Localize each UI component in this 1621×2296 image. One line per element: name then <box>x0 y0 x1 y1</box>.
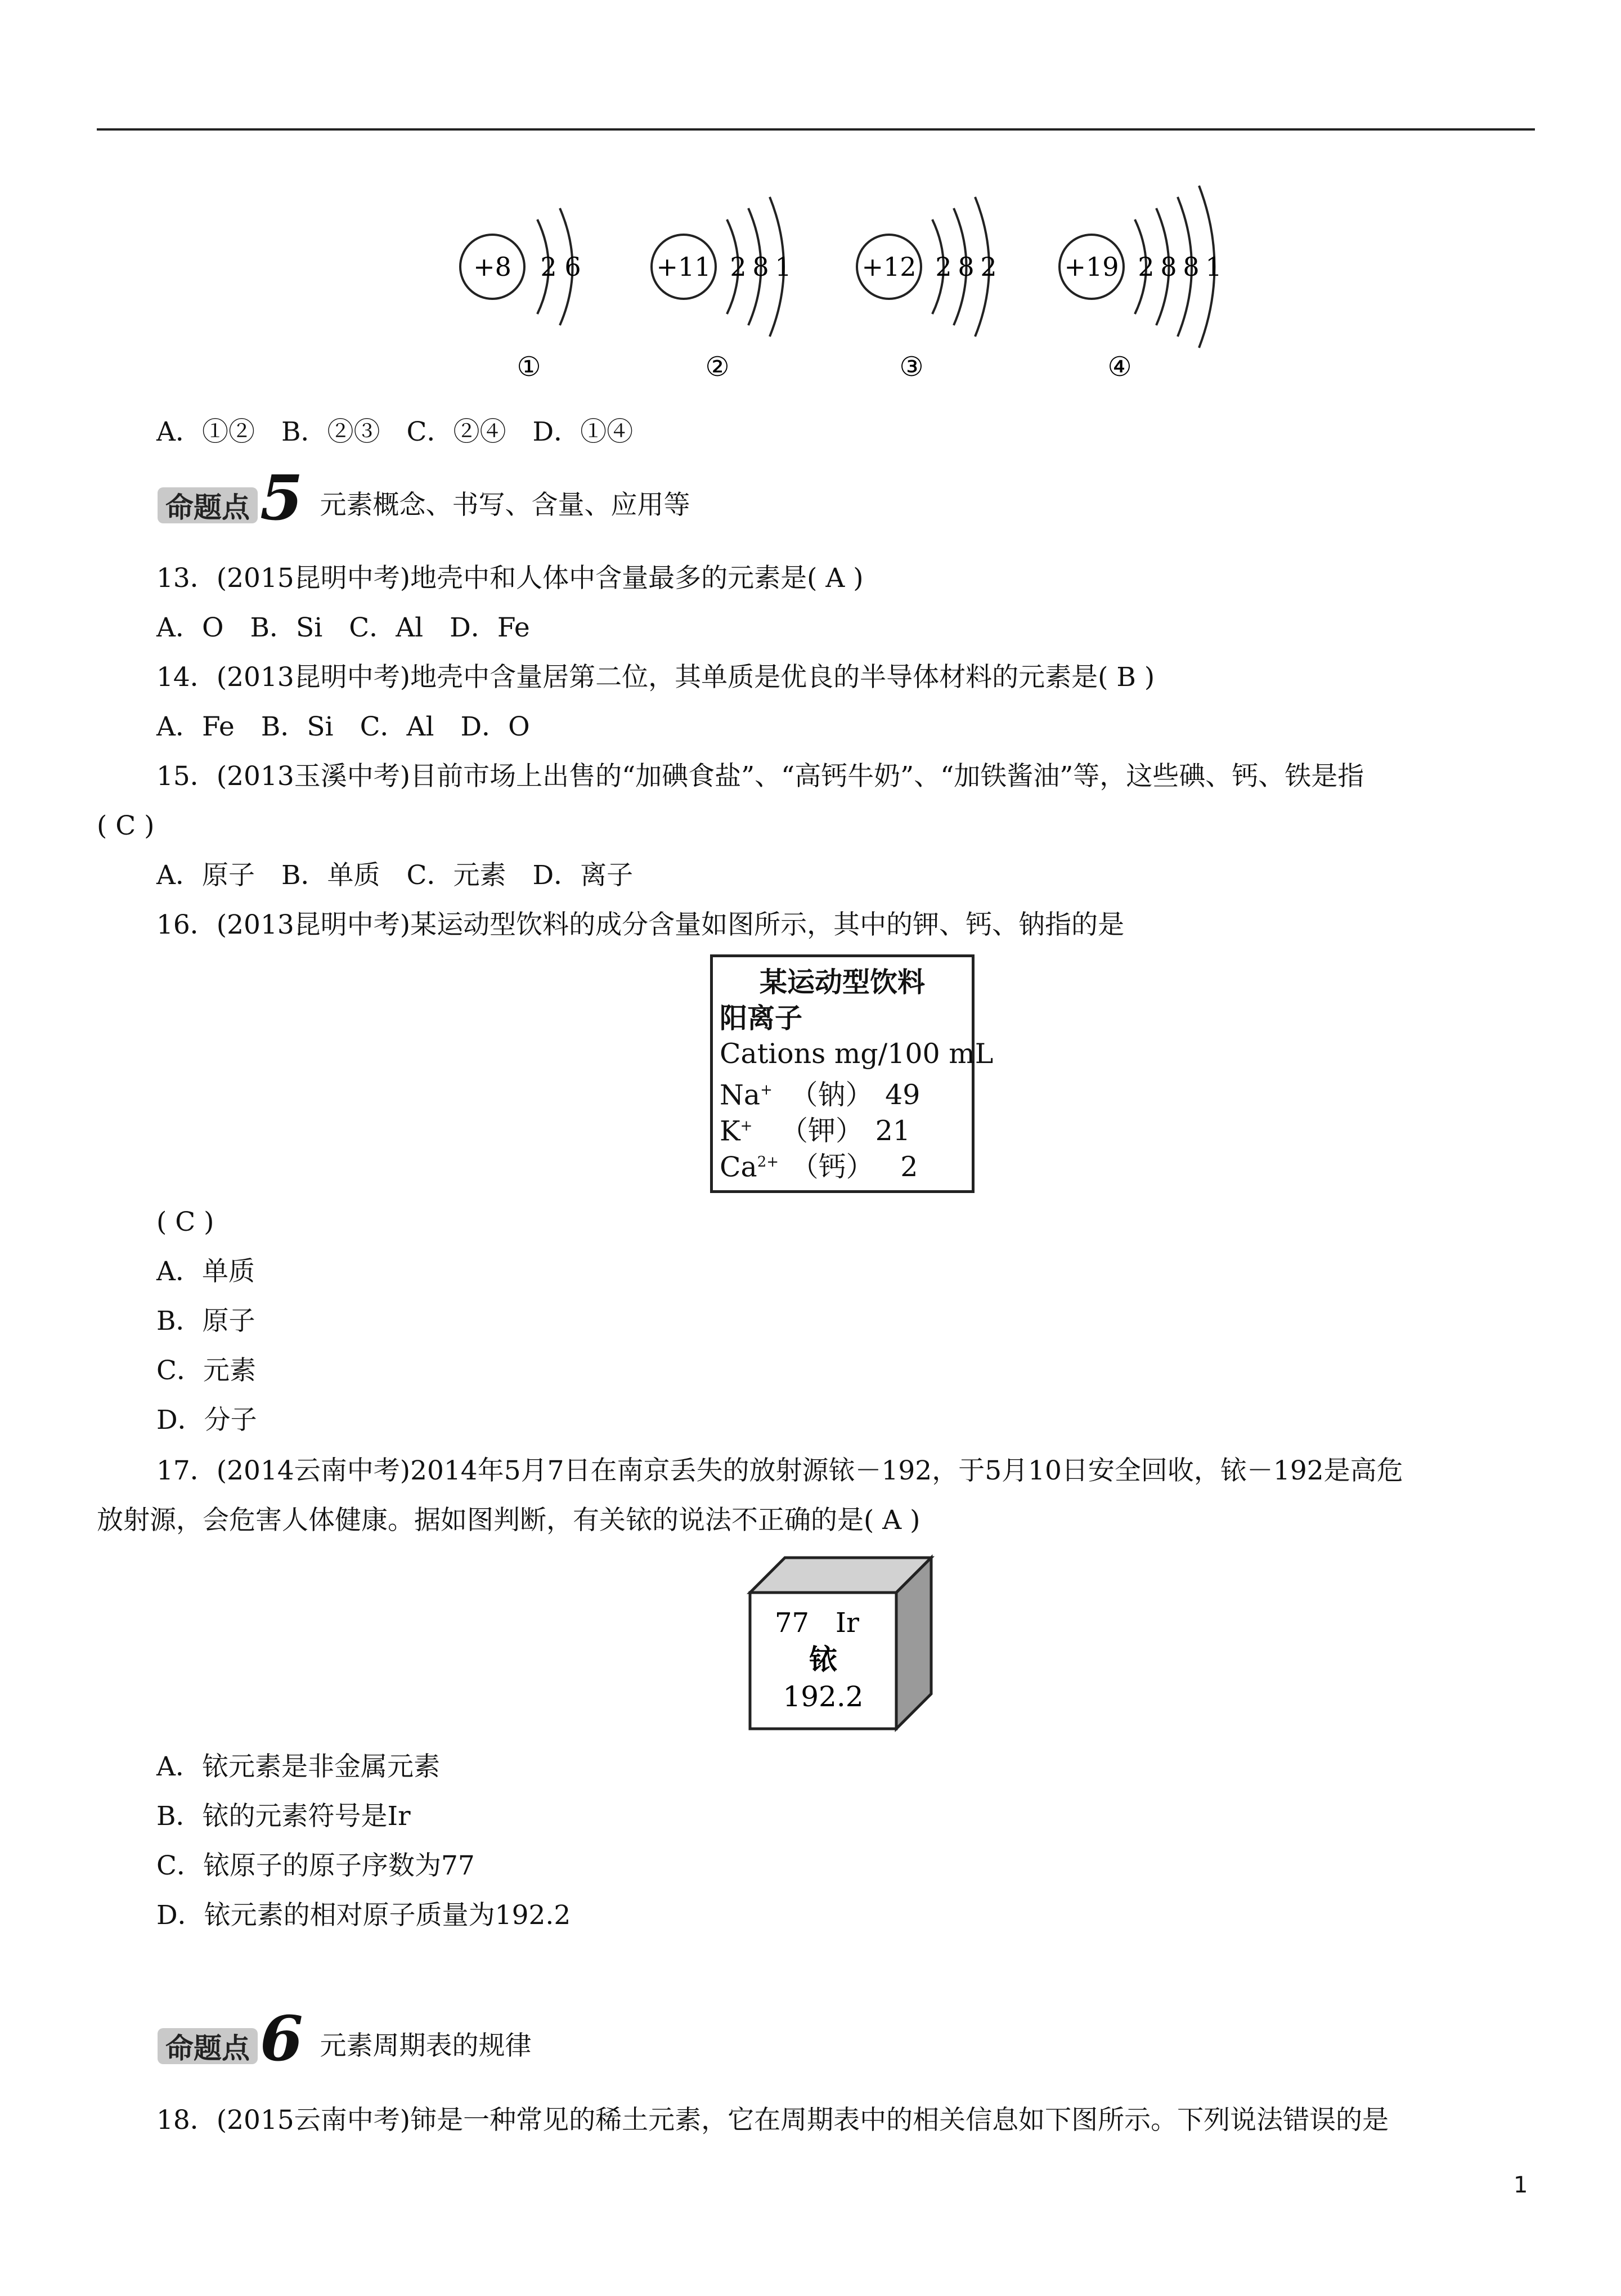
atom-2-nucleus: +11 <box>656 252 711 282</box>
atom-3-label: ③ <box>899 351 924 383</box>
atom-1-shell-1: 2 <box>540 252 557 282</box>
ion-value: 49 <box>885 1079 920 1111</box>
q16-option-c: C．元素 <box>156 1355 256 1386</box>
q15-options: A．原子 B．单质 C．元素 D．离子 <box>156 860 634 891</box>
drink-label-row-na <box>720 1072 920 1113</box>
drink-label-subtitle: 阳离子 <box>720 1002 803 1034</box>
ion-charge: 2+ <box>757 1154 779 1171</box>
atom-1-nucleus: +8 <box>473 252 511 282</box>
section-6-heading <box>158 2002 532 2075</box>
q18-stem: 18．(2015云南中考)铈是一种常见的稀土元素，它在周期表中的相关信息如下图所示。下列说法错误的是 <box>156 2105 1389 2136</box>
ion-charge: + <box>740 1118 753 1134</box>
q16-option-a: A．单质 <box>156 1256 255 1287</box>
ion-symbol: Na <box>720 1079 761 1111</box>
atom-2-shell-3: 1 <box>775 252 792 282</box>
section-5-title: 元素概念、书写、含量、应用等 <box>320 490 690 521</box>
q17-option-d: D．铱元素的相对原子质量为192.2 <box>156 1900 571 1931</box>
q13-options: A．O B．Si C．Al D．Fe <box>156 612 530 643</box>
atom-1-shell-2: 6 <box>564 252 581 282</box>
drink-label-row-k <box>720 1108 910 1149</box>
q12-options: A．①② B．②③ C．②④ D．①④ <box>156 416 634 447</box>
ion-symbol: K <box>720 1115 740 1147</box>
page-number: 1 <box>1514 2172 1528 2198</box>
q13-stem: 13．(2015昆明中考)地壳中和人体中含量最多的元素是( A ) <box>156 563 864 594</box>
atom-3-shell-1: 2 <box>935 252 952 282</box>
q15-stem-line2: ( C ) <box>97 810 155 841</box>
element-symbol: Ir <box>836 1607 859 1639</box>
q16-answer: ( C ) <box>156 1207 214 1237</box>
q17-stem-line2: 放射源，会危害人体健康。据如图判断，有关铱的说法不正确的是( A ) <box>97 1505 920 1536</box>
section-6-badge: 命题点 <box>158 2028 258 2064</box>
q16-option-b: B．原子 <box>156 1306 255 1337</box>
element-mass: 192.2 <box>783 1680 864 1713</box>
atom-3-nucleus: +12 <box>861 252 917 282</box>
iridium-element-cube <box>746 1553 937 1733</box>
q17-option-c: C．铱原子的原子序数为77 <box>156 1850 475 1881</box>
q17-option-a: A．铱元素是非金属元素 <box>156 1751 440 1782</box>
atom-4-shell-1: 2 <box>1138 252 1155 282</box>
atom-2-label: ② <box>705 351 730 383</box>
section-5-badge: 命题点 <box>158 487 258 523</box>
atom-diagram-3 <box>857 197 997 383</box>
element-name: 铱 <box>809 1643 837 1676</box>
atom-diagram-2 <box>652 197 792 383</box>
drink-label-row-ca <box>720 1144 918 1185</box>
section-5-number: 5 <box>260 461 303 534</box>
atom-3-shell-3: 2 <box>980 252 997 282</box>
ion-value: 21 <box>875 1115 910 1147</box>
q16-option-d: D．分子 <box>156 1405 257 1436</box>
q14-stem: 14．(2013昆明中考)地壳中含量居第二位，其单质是优良的半导体材料的元素是( B ) <box>156 662 1155 693</box>
section-6-number: 6 <box>260 2002 303 2075</box>
ion-symbol: Ca <box>720 1151 757 1183</box>
atom-4-shell-2: 8 <box>1160 252 1177 282</box>
section-5-heading <box>158 461 690 534</box>
atom-2-shell-2: 8 <box>752 252 769 282</box>
atom-4-nucleus: +19 <box>1064 252 1119 282</box>
drink-label-figure <box>710 954 994 1193</box>
atom-1-label: ① <box>517 351 541 383</box>
ion-charge: + <box>760 1082 773 1098</box>
drink-label-title: 某运动型饮料 <box>759 966 925 998</box>
atom-3-shell-2: 8 <box>958 252 975 282</box>
atom-diagram-4 <box>1059 186 1222 383</box>
q17-option-b: B．铱的元素符号是Ir <box>156 1801 411 1832</box>
atom-4-shell-3: 8 <box>1183 252 1200 282</box>
atom-2-shell-1: 2 <box>730 252 747 282</box>
ion-name: （钠） <box>790 1079 873 1111</box>
element-number: 77 <box>775 1607 810 1639</box>
q15-stem-line1: 15．(2013玉溪中考)目前市场上出售的“加碘食盐”、“高钙牛奶”、“加铁酱油”等，这些碘、钙、铁是指 <box>156 761 1364 792</box>
ion-name: （钾） <box>780 1115 863 1147</box>
atom-4-label: ④ <box>1107 351 1132 383</box>
atom-structure-figure <box>439 174 1255 388</box>
q17-stem-line1: 17．(2014云南中考)2014年5月7日在南京丢失的放射源铱－192，于5月10日安全回收，铱－192是高危 <box>156 1455 1403 1486</box>
q14-options: A．Fe B．Si C．Al D．O <box>156 711 530 742</box>
atom-4-shell-4: 1 <box>1205 252 1222 282</box>
q16-stem: 16．(2013昆明中考)某运动型饮料的成分含量如图所示，其中的钾、钙、钠指的是 <box>156 909 1125 940</box>
atom-diagram-1 <box>460 208 581 383</box>
ion-value: 2 <box>900 1151 918 1183</box>
header-rule <box>97 128 1535 131</box>
ion-name: （钙） <box>791 1151 874 1183</box>
drink-label-unit: Cations mg/100 mL <box>720 1038 994 1070</box>
section-6-title: 元素周期表的规律 <box>320 2030 532 2061</box>
